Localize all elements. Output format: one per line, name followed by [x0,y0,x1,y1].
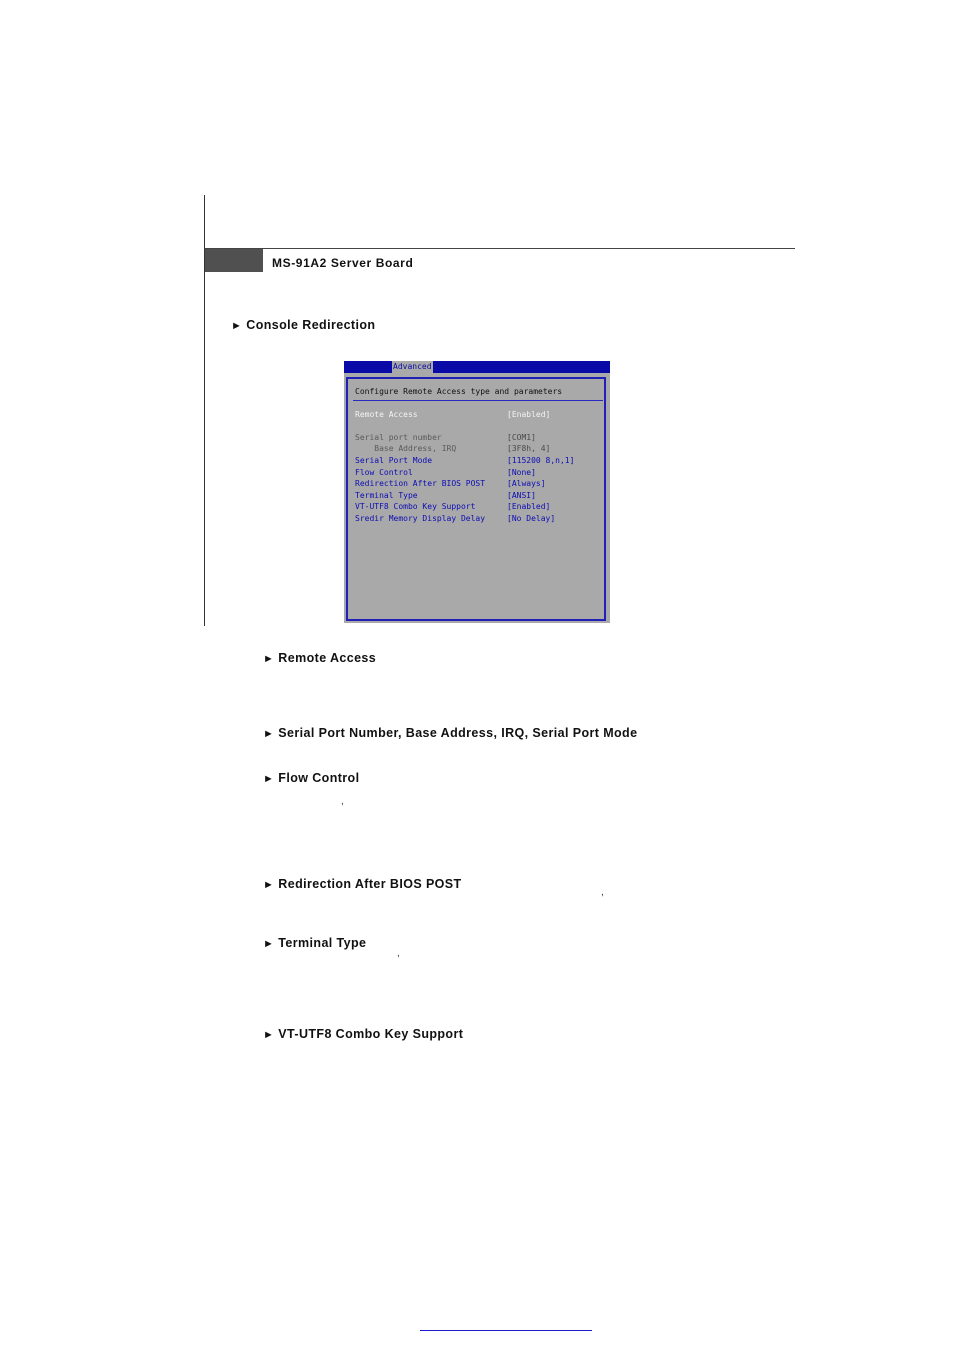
heading-text: Serial Port Number, Base Address, IRQ, Serial Port Mode [278,726,638,740]
heading-text: Remote Access [278,651,377,665]
heading-text: Redirection After BIOS POST [278,877,462,891]
bios-setting-value[interactable]: [COM1] [507,433,536,442]
bios-setting-label[interactable]: VT-UTF8 Combo Key Support [355,502,476,511]
footer-link-underline [420,1330,592,1331]
stray-mark: , [601,887,604,898]
triangle-bullet-icon: ► [263,938,275,950]
heading-text: VT-UTF8 Combo Key Support [278,1027,464,1041]
heading-text: Flow Control [278,771,360,785]
header-tab-block [205,249,263,272]
triangle-bullet-icon: ► [263,879,275,891]
triangle-bullet-icon: ► [231,320,243,332]
heading-vt-utf8 [263,1027,463,1041]
bios-panel-heading: Configure Remote Access type and parameters [355,387,563,396]
heading-flow-control [263,771,359,785]
bios-setting-value[interactable]: [None] [507,468,536,477]
page-header-title: MS-91A2 Server Board [272,256,414,270]
bios-setting-label[interactable]: Terminal Type [355,491,418,500]
header-rule [204,248,795,249]
bios-setting-label[interactable]: Sredir Memory Display Delay [355,514,486,523]
stray-mark: , [397,948,400,959]
bios-setting-label[interactable]: Flow Control [355,468,413,477]
heading-serial-port [263,726,637,740]
bios-setting-value[interactable]: [ANSI] [507,491,536,500]
stray-mark: , [341,796,344,807]
triangle-bullet-icon: ► [263,728,275,740]
bios-screenshot [344,361,610,623]
bios-setting-label[interactable]: Redirection After BIOS POST [355,479,486,488]
bios-setting-label[interactable]: Serial port number [355,433,442,442]
triangle-bullet-icon: ► [263,653,275,665]
bios-separator [353,400,603,401]
bios-tab-advanced[interactable]: Advanced [393,362,432,371]
heading-redirection-after-post [263,877,462,891]
bios-setting-label[interactable]: Remote Access [355,410,418,419]
bios-setting-value[interactable]: [No Delay] [507,514,556,523]
heading-console-redirection [231,318,375,332]
triangle-bullet-icon: ► [263,773,275,785]
bios-setting-value[interactable]: [115200 8,n,1] [507,456,575,465]
bios-setting-value[interactable]: [Enabled] [507,502,551,511]
bios-menu-bar [344,361,610,373]
triangle-bullet-icon: ► [263,1029,275,1041]
heading-text: Console Redirection [246,318,376,332]
bios-setting-label[interactable]: Serial Port Mode [355,456,433,465]
bios-setting-value[interactable]: [3F8h, 4] [507,444,551,453]
heading-terminal-type [263,936,366,950]
bios-setting-label[interactable]: Base Address, IRQ [355,444,457,453]
bios-setting-value[interactable]: [Enabled] [507,410,551,419]
bios-setting-value[interactable]: [Always] [507,479,546,488]
heading-remote-access [263,651,376,665]
heading-text: Terminal Type [278,936,367,950]
bios-panel [346,377,606,621]
